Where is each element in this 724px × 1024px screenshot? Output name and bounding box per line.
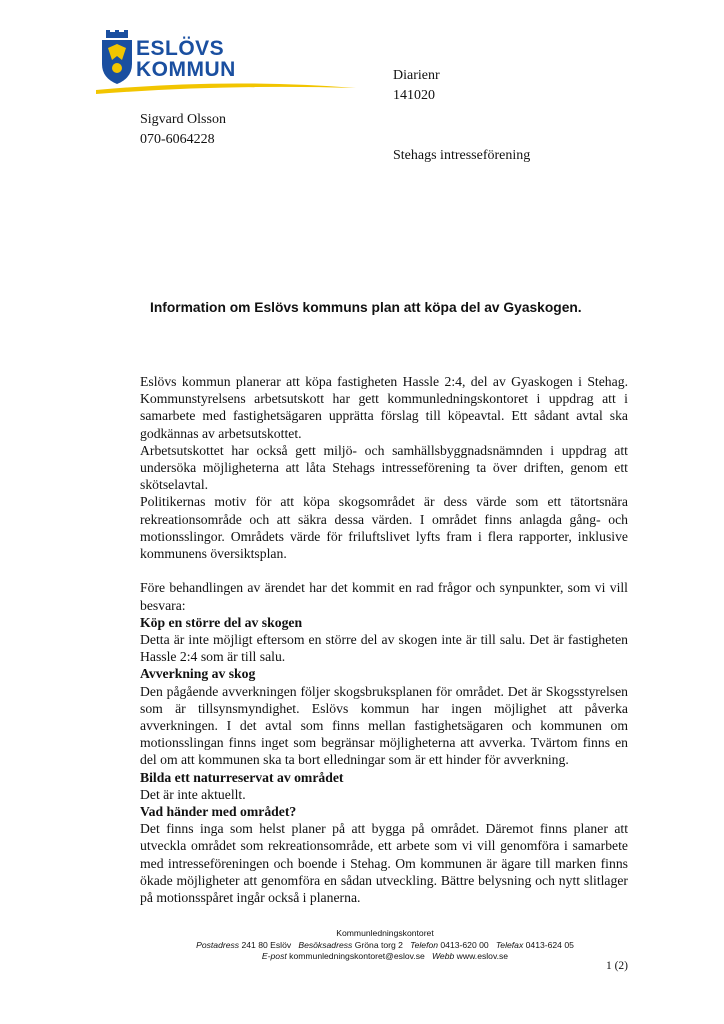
telefax-label: Telefax [495,939,524,950]
paragraph: Arbetsutskottet har också gett miljö- och samhällsbyggnadsnämnden i uppdrag att undersöka möjligheterna att låta Stehags intresseförening ta över driften, genom ett skötselavtal. [140,442,628,493]
paragraph: Politikernas motiv för att köpa skogsområdet är dess värde som ett tätortsnära rekreationsområde och att säkra dessa värden. I området finns anlagda gång- och motionsslingor. Områdets värde för friluftslivet lyfts fram i flera rapporter, inklusive kommunens översiktsplan. [140,494,628,562]
logo-line-1: ESLÖVS [136,37,225,60]
section-heading: Vad händer med området? [140,804,297,820]
paragraph: Det är inte aktuellt. [140,786,246,802]
sender-phone: 070-6064228 [140,132,215,147]
document-title: Information om Eslövs kommuns plan att köpa del av Gyaskogen. [150,300,582,315]
section-heading: Köp en större del av skogen [140,614,303,630]
besoksadress: Gröna torg 2 [354,939,403,950]
footer [140,928,630,963]
logo-line-2: KOMMUN [136,58,236,81]
telefon-label: Telefon [410,939,439,950]
paragraph: Det finns inga som helst planer på att bygga på området. Däremot finns planer att utveckla området som rekreationsområde, ett arbete som vi vill genomföra i samarbete med intresseföreningen och boende i Stehag. Om kommunen är ägare till marken finns ökade möjligheter att genomföra en sådan utveckling. Bättre belysning och nytt slitlager på motionsspåret ingår också i planerna. [140,821,628,906]
logo-wordmark [136,38,236,80]
paragraph: Före behandlingen av ärendet har det kommit en rad frågor och synpunkter, som vi vill besvara: [140,580,628,613]
epost-label: E-post [261,951,287,961]
footer-contact [140,951,630,963]
footer-addresses [140,940,630,952]
diarienr-block [393,66,440,106]
telefax: 0413-624 05 [525,939,574,950]
paragraph: Eslövs kommun planerar att köpa fastigheten Hassle 2:4, del av Gyaskogen i Stehag. Kommunstyrelsens arbetsutskott har gett kommunledningskontoret i uppdrag att i samarbete med fastighetsägaren upprätta förslag till köpeavtal. Ett sådant avtal ska godkännas av arbetsutskottet. [140,374,628,441]
section-heading: Bilda ett naturreservat av området [140,769,344,785]
postadress-label: Postadress [196,939,240,950]
footer-office: Kommunledningskontoret [336,928,434,938]
section-heading: Avverkning av skog [140,666,256,682]
recipient: Stehags intresseförening [393,148,531,163]
page-number: 1 (2) [605,960,628,972]
sender-name: Sigvard Olsson [140,112,226,127]
document-body [140,373,628,906]
document-date: 141020 [393,88,435,103]
diarienr-label: Diarienr [393,68,440,83]
besoksadress-label: Besöksadress [298,939,353,950]
postadress: 241 80 Eslöv [241,939,292,950]
paragraph: Den pågående avverkningen följer skogsbruksplanen för området. Det är Skogsstyrelsen som är tillsynsmyndighet. Eslövs kommun har ingen möjlighet att påverka avverkningen. I det avtal som finns mellan fastighetsägaren och kommunen om motionsslingan finns inget som begränsar möjligheterna att avverka. Tvärtom finns en del om att kommunen ska ta bort elledningar som är ett hinder för avverkning. [140,683,628,768]
sender-block [140,110,226,150]
telefon: 0413-620 00 [440,939,489,950]
webb-label: Webb [431,951,455,961]
webb-link[interactable]: www.eslov.se [456,951,509,961]
epost-link[interactable]: kommunledningskontoret@eslov.se [289,951,425,961]
paragraph: Detta är inte möjligt eftersom en större del av skogen inte är till salu. Det är fastigheten Hassle 2:4 som är till salu. [140,632,628,665]
